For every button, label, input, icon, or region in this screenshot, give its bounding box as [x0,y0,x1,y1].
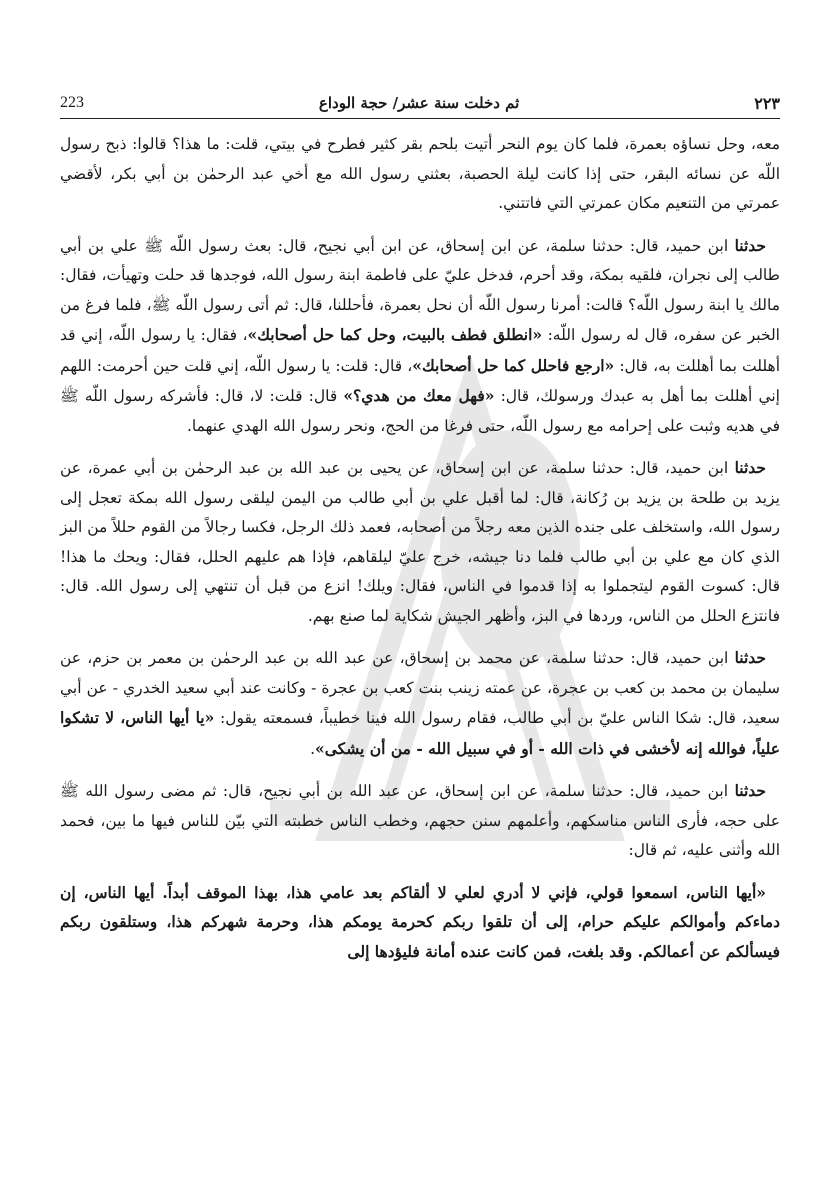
paragraph-text: ابن حميد، قال: حدثنا سلمة، عن محمد بن إسحاق، عن عبد الله بن عبد الرحمٰن بن معمر بن حزم، عن سليمان بن محمد بن كعب بن عجرة، عن عمته زينب بنت كعب بن عجرة - وكانت عند أبي سعيد الخدري - عن أبي سعيد، قال: شكا الناس عليّ بن أبي طالب، فقام رسول الله فينا خطيباً، فسمعته يقول: [60,649,780,727]
hadith-lead-word: حدثنا [734,235,766,255]
running-header [60,88,780,119]
paragraph-text: قال: قلت: لا، قال: فأشركه رسول اللّه ﷺ في هديه وثبت على إحرامه مع رسول اللّه، حتى فرغا من الحج، ونحر رسول الله الهدي عنهما. [60,387,780,435]
paragraph-text: ، فقال: يا رسول اللّه، إني قد أهللت بما أهللت به، قال: [60,326,780,375]
paragraph-text: . [310,739,316,758]
hadith-lead-word: حدثنا [734,648,766,667]
quoted-saying: «انطلق فطف بالبيت، وحل كما حل أصحابك» [247,325,543,344]
running-title: ثم دخلت سنة عشر/ حجة الوداع [318,94,520,112]
page-number-latin: 223 [60,94,85,111]
hadith-lead-word: حدثنا [734,781,766,800]
main-text [60,130,780,978]
paragraph-text: ، قال: قلت: يا رسول اللّه، إني قلت حين أحرمت: اللهم إني أهللت بما أهل به عبدك ورسولك، قال: [60,356,780,405]
paragraph-2 [60,231,780,442]
paragraph-5 [60,776,780,866]
paragraph-text: ابن حميد، قال: حدثنا سلمة، عن ابن إسحاق، عن ابن أبي نجيح، قال: بعث رسول اللّه ﷺ علي بن أبي طالب إلى نجران، فلقيه بمكة، وقد أحرم، فدخل عليّ على فاطمة ابنة رسول الله، فوجدها قد حلت وتهيأت، فقال: مالك يا ابنة رسول اللّه؟ قالت: أمرنا رسول اللّه أن نحل بعمرة، فأحللنا، قال: ثم أتى رسول اللّه ﷺ، فلما فرغ من الخبر عن سفره، قال له رسول اللّه: [60,236,780,344]
book-page [60,0,780,1200]
hadith-lead-word: حدثنا [734,458,766,477]
quoted-saying: «يا أيها الناس، لا تشكوا علياً، فوالله إنه لأخشى في ذات الله - أو في سبيل الله - من أن يشكى» [60,708,780,758]
page-number-arabic: ٢٢٣ [754,93,780,113]
farewell-sermon-quote [60,878,780,967]
paragraph-text: ابن حميد، قال: حدثنا سلمة، عن ابن إسحاق، عن يحيى بن عبد الله بن عبد الرحمٰن بن أبي عمرة، عن يزيد بن طلحة بن يزيد بن رُكانة، قال: لما أقبل علي بن أبي طالب من اليمن ليلقى رسول الله بمكة تعجل إلى رسول الله، واستخلف على جنده الذين معه رجلاً من أصحابه، فعمد ذلك الرجل، فكسا رجالاً من القوم حللاً من البز الذي كان مع علي بن أبي طالب فلما دنا جيشه، خرج عليّ ليلقاهم، فإذا هم عليهم الحلل، فقال: ويحك ما هذا! قال: كسوت القوم ليتجملوا به إذا قدموا في الناس، فقال: ويلك! انزع من قبل أن تنتهي إلى رسول الله. قال: فانتزع الحلل من الناس، وردها في البز، وأظهر الجيش شكاية لما صنع بهم. [60,459,780,625]
paragraph-text: معه، وحل نساؤه بعمرة، فلما كان يوم النحر أتيت بلحم بقر كثير فطرح في بيتي، قلت: ما هذا؟ قالوا: ذبح رسول اللّه عن نسائه البقر، حتى إذا كانت ليلة الحصبة، بعثني رسول الله مع أخي عبد الرحمٰن بن أبي بكر، لأقضي عمرتي من التنعيم مكان عمرتي التي فاتتني. [60,135,780,212]
quoted-saying: «أيها الناس، اسمعوا قولي، فإني لا أدري لعلي لا ألقاكم بعد عامي هذا، بهذا الموقف أبداً. أيها الناس، إن دماءكم وأموالكم عليكم حرام، إلى أن تلقوا ربكم كحرمة يومكم هذا، وحرمة شهركم هذا، وستلقون ربكم فيسألكم عن أعمالكم. وقد بلغت، فمن كانت عنده أمانة فليؤدها إلى [60,882,780,961]
paragraph-4 [60,643,780,764]
quoted-saying: «فهل معك من هدي؟» [343,386,495,405]
quoted-saying: «ارجع فاحلل كما حل أصحابك» [412,355,615,375]
paragraph-1 [60,130,780,219]
paragraph-text: ابن حميد، قال: حدثنا سلمة، عن ابن إسحاق، عن عبد الله بن أبي نجيح، قال: ثم مضى رسول الله ﷺ على حجه، فأرى الناس مناسكهم، وأعلمهم سنن حجهم، وخطب الناس خطبته التي بيّن للناس فيها ما بين، فحمد الله وأثنى عليه، ثم قال: [60,782,780,859]
paragraph-3 [60,453,780,631]
